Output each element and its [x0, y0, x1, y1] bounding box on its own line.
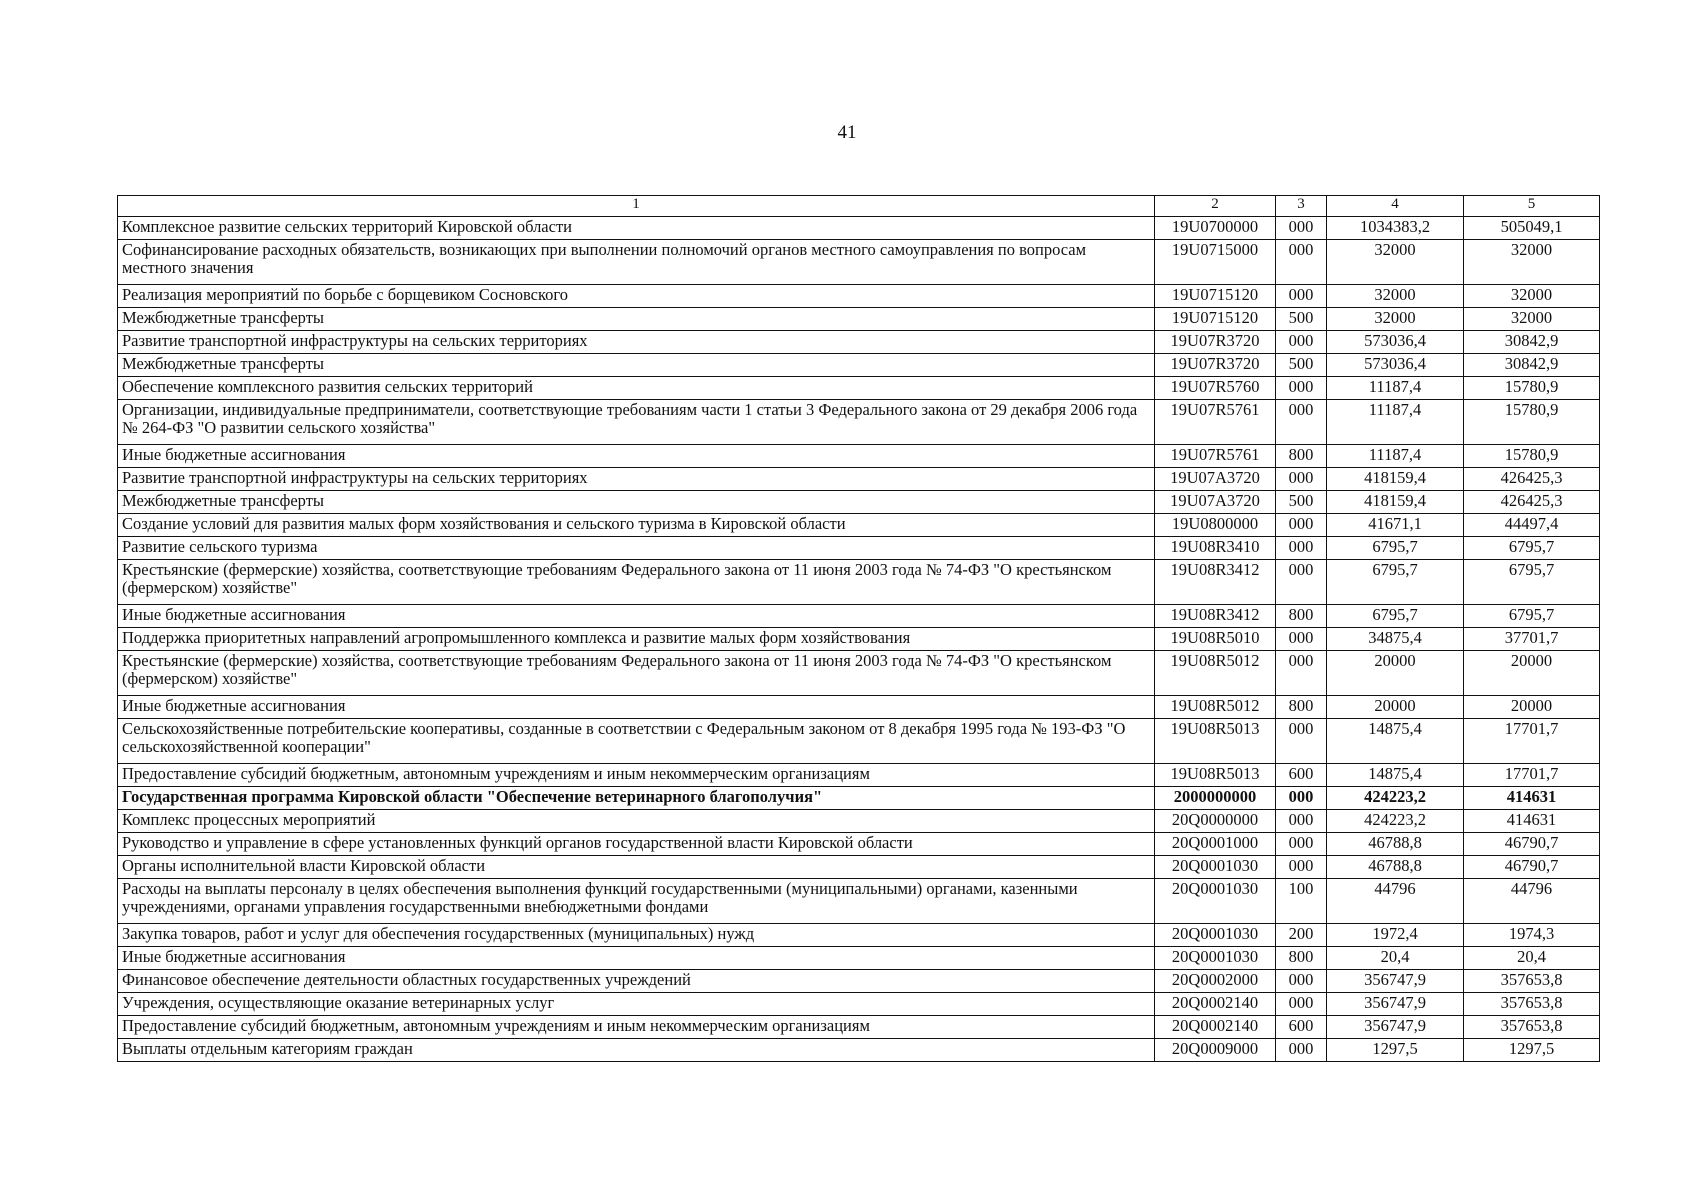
- table-row: [118, 217, 1600, 240]
- row-sum-2-cell: 6795,7: [1464, 560, 1600, 605]
- table-row: [118, 1039, 1600, 1062]
- row-sum-2-cell: 32000: [1464, 240, 1600, 285]
- row-name-cell: Комплекс процессных мероприятий: [118, 810, 1155, 833]
- row-sum-1-cell: 46788,8: [1327, 833, 1464, 856]
- row-sum-1-cell: 356747,9: [1327, 1016, 1464, 1039]
- table-row: [118, 377, 1600, 400]
- table-row: [118, 947, 1600, 970]
- table-row: [118, 537, 1600, 560]
- row-vr-cell: 200: [1276, 924, 1327, 947]
- row-name-cell: Межбюджетные трансферты: [118, 308, 1155, 331]
- table-row: [118, 879, 1600, 924]
- row-sum-1-cell: 20000: [1327, 696, 1464, 719]
- table-row: [118, 970, 1600, 993]
- row-code-cell: 20Q0000000: [1155, 810, 1276, 833]
- row-name-cell: Межбюджетные трансферты: [118, 354, 1155, 377]
- row-sum-2-cell: 30842,9: [1464, 354, 1600, 377]
- row-code-cell: 20Q0002140: [1155, 993, 1276, 1016]
- row-name-cell: Иные бюджетные ассигнования: [118, 445, 1155, 468]
- row-sum-1-cell: 11187,4: [1327, 377, 1464, 400]
- row-sum-2-cell: 414631: [1464, 810, 1600, 833]
- row-sum-1-cell: 418159,4: [1327, 468, 1464, 491]
- row-vr-cell: 600: [1276, 1016, 1327, 1039]
- row-code-cell: 19U0715000: [1155, 240, 1276, 285]
- row-code-cell: 19U08R5012: [1155, 696, 1276, 719]
- row-name-cell: Иные бюджетные ассигнования: [118, 605, 1155, 628]
- row-name-cell: Крестьянские (фермерские) хозяйства, соответствующие требованиям Федерального закона от 11 июня 2003 года № 74-ФЗ "О крестьянском (фермерском) хозяйстве": [118, 560, 1155, 605]
- row-code-cell: 19U08R5013: [1155, 719, 1276, 764]
- row-vr-cell: 000: [1276, 468, 1327, 491]
- row-sum-1-cell: 20000: [1327, 651, 1464, 696]
- row-code-cell: 19U07R3720: [1155, 354, 1276, 377]
- row-vr-cell: 000: [1276, 856, 1327, 879]
- row-sum-2-cell: 15780,9: [1464, 445, 1600, 468]
- row-sum-1-cell: 6795,7: [1327, 605, 1464, 628]
- row-code-cell: 19U0715120: [1155, 308, 1276, 331]
- row-vr-cell: 000: [1276, 331, 1327, 354]
- row-vr-cell: 500: [1276, 491, 1327, 514]
- row-sum-1-cell: 11187,4: [1327, 445, 1464, 468]
- budget-table: [117, 195, 1600, 1062]
- row-code-cell: 20Q0001030: [1155, 947, 1276, 970]
- row-name-cell: Закупка товаров, работ и услуг для обеспечения государственных (муниципальных) нужд: [118, 924, 1155, 947]
- row-code-cell: 19U08R3412: [1155, 605, 1276, 628]
- row-code-cell: 20Q0001030: [1155, 879, 1276, 924]
- row-sum-2-cell: 30842,9: [1464, 331, 1600, 354]
- row-name-cell: Поддержка приоритетных направлений агропромышленного комплекса и развитие малых форм хозяйствования: [118, 628, 1155, 651]
- row-vr-cell: 000: [1276, 285, 1327, 308]
- table-header-row: [118, 196, 1600, 217]
- row-name-cell: Комплексное развитие сельских территорий Кировской области: [118, 217, 1155, 240]
- row-code-cell: 20Q0002000: [1155, 970, 1276, 993]
- row-vr-cell: 800: [1276, 947, 1327, 970]
- row-sum-2-cell: 1297,5: [1464, 1039, 1600, 1062]
- row-vr-cell: 000: [1276, 628, 1327, 651]
- row-code-cell: 19U08R5012: [1155, 651, 1276, 696]
- row-code-cell: 20Q0001000: [1155, 833, 1276, 856]
- row-name-cell: Руководство и управление в сфере установленных функций органов государственной власти Кировской области: [118, 833, 1155, 856]
- row-code-cell: 20Q0001030: [1155, 856, 1276, 879]
- row-sum-1-cell: 44796: [1327, 879, 1464, 924]
- table-row: [118, 764, 1600, 787]
- row-sum-2-cell: 505049,1: [1464, 217, 1600, 240]
- row-sum-2-cell: 357653,8: [1464, 993, 1600, 1016]
- row-sum-1-cell: 356747,9: [1327, 970, 1464, 993]
- row-vr-cell: 500: [1276, 308, 1327, 331]
- row-vr-cell: 000: [1276, 400, 1327, 445]
- row-name-cell: Крестьянские (фермерские) хозяйства, соответствующие требованиям Федерального закона от 11 июня 2003 года № 74-ФЗ "О крестьянском (фермерском) хозяйстве": [118, 651, 1155, 696]
- table-row: [118, 787, 1600, 810]
- row-code-cell: 19U0715120: [1155, 285, 1276, 308]
- row-name-cell: Софинансирование расходных обязательств, возникающих при выполнении полномочий органов местного самоуправления по вопросам местного значения: [118, 240, 1155, 285]
- row-code-cell: 19U07R5761: [1155, 400, 1276, 445]
- table-row: [118, 445, 1600, 468]
- row-code-cell: 19U07A3720: [1155, 491, 1276, 514]
- row-sum-2-cell: 20,4: [1464, 947, 1600, 970]
- row-sum-1-cell: 46788,8: [1327, 856, 1464, 879]
- table-row: [118, 651, 1600, 696]
- row-sum-1-cell: 424223,2: [1327, 810, 1464, 833]
- row-name-cell: Создание условий для развития малых форм хозяйствования и сельского туризма в Кировской области: [118, 514, 1155, 537]
- table-row: [118, 468, 1600, 491]
- row-sum-2-cell: 426425,3: [1464, 468, 1600, 491]
- row-code-cell: 19U08R5013: [1155, 764, 1276, 787]
- row-vr-cell: 000: [1276, 560, 1327, 605]
- row-name-cell: Учреждения, осуществляющие оказание ветеринарных услуг: [118, 993, 1155, 1016]
- row-name-cell: Предоставление субсидий бюджетным, автономным учреждениям и иным некоммерческим организациям: [118, 1016, 1155, 1039]
- row-vr-cell: 000: [1276, 719, 1327, 764]
- row-sum-1-cell: 41671,1: [1327, 514, 1464, 537]
- row-code-cell: 19U08R3412: [1155, 560, 1276, 605]
- row-name-cell: Организации, индивидуальные предприниматели, соответствующие требованиям части 1 статьи 3 Федерального закона от 29 декабря 2006 года № 264-ФЗ "О развитии сельского хозяйства": [118, 400, 1155, 445]
- column-header-vr: 3: [1276, 196, 1327, 217]
- row-sum-1-cell: 573036,4: [1327, 354, 1464, 377]
- table-row: [118, 560, 1600, 605]
- row-sum-1-cell: 573036,4: [1327, 331, 1464, 354]
- row-code-cell: 19U07A3720: [1155, 468, 1276, 491]
- row-sum-1-cell: 1297,5: [1327, 1039, 1464, 1062]
- table-row: [118, 856, 1600, 879]
- row-sum-2-cell: 20000: [1464, 651, 1600, 696]
- row-code-cell: 2000000000: [1155, 787, 1276, 810]
- table-row: [118, 240, 1600, 285]
- row-vr-cell: 000: [1276, 833, 1327, 856]
- table-row: [118, 810, 1600, 833]
- table-row: [118, 514, 1600, 537]
- row-vr-cell: 000: [1276, 993, 1327, 1016]
- row-name-cell: Государственная программа Кировской области "Обеспечение ветеринарного благополучия": [118, 787, 1155, 810]
- table-body: [118, 217, 1600, 1062]
- row-vr-cell: 000: [1276, 970, 1327, 993]
- column-header-sum-2: 5: [1464, 196, 1600, 217]
- table-row: [118, 993, 1600, 1016]
- row-name-cell: Иные бюджетные ассигнования: [118, 947, 1155, 970]
- row-name-cell: Расходы на выплаты персоналу в целях обеспечения выполнения функций государственными (муниципальными) органами, казенными учреждениями, органами управления государственными внебюджетными фондами: [118, 879, 1155, 924]
- row-sum-2-cell: 32000: [1464, 308, 1600, 331]
- row-code-cell: 20Q0002140: [1155, 1016, 1276, 1039]
- row-sum-1-cell: 1034383,2: [1327, 217, 1464, 240]
- row-code-cell: 20Q0009000: [1155, 1039, 1276, 1062]
- row-vr-cell: 000: [1276, 787, 1327, 810]
- table-row: [118, 628, 1600, 651]
- row-vr-cell: 000: [1276, 651, 1327, 696]
- row-name-cell: Финансовое обеспечение деятельности областных государственных учреждений: [118, 970, 1155, 993]
- row-name-cell: Развитие транспортной инфраструктуры на сельских территориях: [118, 331, 1155, 354]
- row-sum-1-cell: 424223,2: [1327, 787, 1464, 810]
- row-sum-1-cell: 6795,7: [1327, 560, 1464, 605]
- row-sum-1-cell: 356747,9: [1327, 993, 1464, 1016]
- row-code-cell: 19U07R5760: [1155, 377, 1276, 400]
- row-sum-1-cell: 6795,7: [1327, 537, 1464, 560]
- row-sum-2-cell: 20000: [1464, 696, 1600, 719]
- row-sum-1-cell: 11187,4: [1327, 400, 1464, 445]
- column-header-code: 2: [1155, 196, 1276, 217]
- row-code-cell: 19U08R3410: [1155, 537, 1276, 560]
- row-vr-cell: 000: [1276, 217, 1327, 240]
- row-sum-1-cell: 14875,4: [1327, 719, 1464, 764]
- row-sum-1-cell: 418159,4: [1327, 491, 1464, 514]
- row-code-cell: 19U0700000: [1155, 217, 1276, 240]
- row-name-cell: Реализация мероприятий по борьбе с борщевиком Сосновского: [118, 285, 1155, 308]
- row-sum-2-cell: 357653,8: [1464, 1016, 1600, 1039]
- row-code-cell: 19U0800000: [1155, 514, 1276, 537]
- table-row: [118, 331, 1600, 354]
- row-name-cell: Развитие транспортной инфраструктуры на сельских территориях: [118, 468, 1155, 491]
- row-sum-2-cell: 426425,3: [1464, 491, 1600, 514]
- row-sum-1-cell: 34875,4: [1327, 628, 1464, 651]
- row-sum-2-cell: 6795,7: [1464, 537, 1600, 560]
- row-code-cell: 19U07R5761: [1155, 445, 1276, 468]
- row-code-cell: 19U07R3720: [1155, 331, 1276, 354]
- row-sum-2-cell: 46790,7: [1464, 856, 1600, 879]
- table-row: [118, 605, 1600, 628]
- row-sum-1-cell: 32000: [1327, 308, 1464, 331]
- row-name-cell: Органы исполнительной власти Кировской области: [118, 856, 1155, 879]
- row-sum-2-cell: 32000: [1464, 285, 1600, 308]
- table-row: [118, 491, 1600, 514]
- row-vr-cell: 100: [1276, 879, 1327, 924]
- table-row: [118, 285, 1600, 308]
- row-vr-cell: 600: [1276, 764, 1327, 787]
- row-sum-1-cell: 32000: [1327, 240, 1464, 285]
- row-sum-2-cell: 44497,4: [1464, 514, 1600, 537]
- row-sum-1-cell: 20,4: [1327, 947, 1464, 970]
- row-vr-cell: 000: [1276, 240, 1327, 285]
- table-row: [118, 354, 1600, 377]
- row-sum-1-cell: 14875,4: [1327, 764, 1464, 787]
- row-name-cell: Межбюджетные трансферты: [118, 491, 1155, 514]
- row-vr-cell: 000: [1276, 810, 1327, 833]
- table-row: [118, 400, 1600, 445]
- row-vr-cell: 800: [1276, 445, 1327, 468]
- page-number: 41: [837, 122, 857, 143]
- row-sum-2-cell: 6795,7: [1464, 605, 1600, 628]
- row-name-cell: Предоставление субсидий бюджетным, автономным учреждениям и иным некоммерческим организациям: [118, 764, 1155, 787]
- column-header-name: 1: [118, 196, 1155, 217]
- row-name-cell: Выплаты отдельным категориям граждан: [118, 1039, 1155, 1062]
- row-sum-2-cell: 17701,7: [1464, 764, 1600, 787]
- row-name-cell: Развитие сельского туризма: [118, 537, 1155, 560]
- column-header-sum-1: 4: [1327, 196, 1464, 217]
- row-sum-2-cell: 15780,9: [1464, 377, 1600, 400]
- row-sum-2-cell: 15780,9: [1464, 400, 1600, 445]
- row-sum-2-cell: 414631: [1464, 787, 1600, 810]
- table-row: [118, 833, 1600, 856]
- table-row: [118, 308, 1600, 331]
- row-sum-1-cell: 1972,4: [1327, 924, 1464, 947]
- table-row: [118, 1016, 1600, 1039]
- row-vr-cell: 000: [1276, 1039, 1327, 1062]
- row-sum-2-cell: 44796: [1464, 879, 1600, 924]
- row-name-cell: Иные бюджетные ассигнования: [118, 696, 1155, 719]
- row-sum-2-cell: 1974,3: [1464, 924, 1600, 947]
- row-vr-cell: 000: [1276, 377, 1327, 400]
- row-code-cell: 19U08R5010: [1155, 628, 1276, 651]
- row-vr-cell: 800: [1276, 696, 1327, 719]
- row-name-cell: Обеспечение комплексного развития сельских территорий: [118, 377, 1155, 400]
- table-row: [118, 719, 1600, 764]
- row-vr-cell: 000: [1276, 514, 1327, 537]
- row-sum-2-cell: 46790,7: [1464, 833, 1600, 856]
- row-sum-2-cell: 37701,7: [1464, 628, 1600, 651]
- row-sum-2-cell: 357653,8: [1464, 970, 1600, 993]
- table-row: [118, 924, 1600, 947]
- row-vr-cell: 800: [1276, 605, 1327, 628]
- row-vr-cell: 500: [1276, 354, 1327, 377]
- row-vr-cell: 000: [1276, 537, 1327, 560]
- row-name-cell: Сельскохозяйственные потребительские кооперативы, созданные в соответствии с Федеральным законом от 8 декабря 1995 года № 193-ФЗ "О сельскохозяйственной кооперации": [118, 719, 1155, 764]
- row-code-cell: 20Q0001030: [1155, 924, 1276, 947]
- row-sum-1-cell: 32000: [1327, 285, 1464, 308]
- row-sum-2-cell: 17701,7: [1464, 719, 1600, 764]
- table-row: [118, 696, 1600, 719]
